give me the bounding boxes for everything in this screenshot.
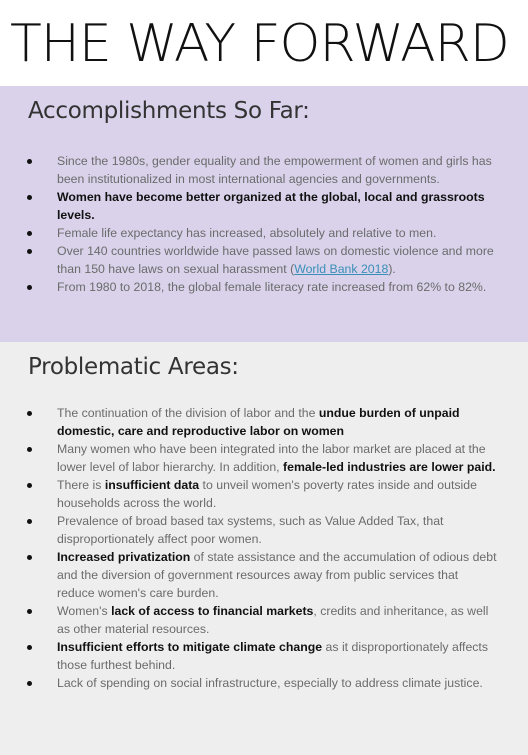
item-text: Lack of spending on social infrastructure, especially to address climate justice. bbox=[57, 676, 483, 690]
list-item bbox=[0, 638, 528, 674]
item-text: Over 140 countries worldwide have passed laws on domestic violence and more than 150 have laws on sexual harassment ( bbox=[57, 244, 494, 276]
bullet-icon bbox=[27, 249, 32, 254]
accomplishments-section bbox=[0, 86, 528, 342]
item-text: Since the 1980s, gender equality and the empowerment of women and girls has been institutionalized in most international agencies and governments. bbox=[57, 154, 492, 186]
bullet-icon bbox=[27, 483, 32, 488]
problematic-heading: Problematic Areas: bbox=[28, 354, 239, 380]
item-bold-text: Insufficient efforts to mitigate climate change bbox=[57, 640, 323, 654]
item-text: of state assistance and the accumulation of odious debt and the diversion of government resources away from public services that reduce women's care burden. bbox=[57, 550, 497, 600]
list-item bbox=[0, 440, 528, 476]
list-item bbox=[0, 602, 528, 638]
bullet-icon bbox=[27, 231, 32, 236]
list-item bbox=[0, 674, 528, 692]
list-item bbox=[0, 404, 528, 440]
item-text: to unveil women's poverty rates inside and outside households across the world. bbox=[57, 478, 477, 510]
bullet-icon bbox=[27, 609, 32, 614]
item-bold-text: lack of access to financial markets bbox=[111, 604, 314, 618]
accomplishments-heading: Accomplishments So Far: bbox=[28, 98, 310, 124]
list-item bbox=[0, 278, 528, 296]
accomplishments-list bbox=[0, 152, 528, 296]
item-bold-text: Increased privatization bbox=[57, 550, 191, 564]
bullet-icon bbox=[27, 195, 32, 200]
bullet-icon bbox=[27, 681, 32, 686]
list-item bbox=[0, 224, 528, 242]
item-text: Many women who have been integrated into the labor market are placed at the lower level of labor hierarchy. In addition, bbox=[57, 442, 486, 474]
page-title: THE WAY FORWARD bbox=[10, 14, 509, 74]
item-bold-text: insufficient data bbox=[104, 478, 200, 492]
list-item bbox=[0, 512, 528, 548]
item-bold-text: female-led industries are lower paid. bbox=[283, 460, 496, 474]
list-item bbox=[0, 242, 528, 278]
item-text: Women's bbox=[57, 604, 112, 618]
header bbox=[0, 0, 528, 86]
list-item bbox=[0, 548, 528, 602]
list-item bbox=[0, 188, 528, 224]
item-text: The continuation of the division of labor and the bbox=[57, 406, 319, 420]
bullet-icon bbox=[27, 519, 32, 524]
bullet-icon bbox=[27, 411, 32, 416]
item-text: Female life expectancy has increased, absolutely and relative to men. bbox=[57, 226, 437, 240]
item-text: Prevalence of broad based tax systems, such as Value Added Tax, that disproportionately affect poor women. bbox=[57, 514, 444, 546]
item-text: , credits and inheritance, as well as other material resources. bbox=[57, 604, 489, 636]
item-bold-text: undue burden of unpaid domestic, care and reproductive labor on women bbox=[57, 406, 460, 438]
item-text: as it disproportionately affects those furthest behind. bbox=[57, 640, 488, 672]
item-text: ). bbox=[388, 262, 396, 276]
item-text: There is bbox=[57, 478, 105, 492]
problematic-list bbox=[0, 404, 528, 692]
item-text: From 1980 to 2018, the global female literacy rate increased from 62% to 82%. bbox=[57, 280, 487, 294]
item-bold-text: Women have become better organized at the global, local and grassroots levels. bbox=[57, 190, 485, 222]
bullet-icon bbox=[27, 555, 32, 560]
bullet-icon bbox=[27, 447, 32, 452]
problematic-areas-section bbox=[0, 342, 528, 755]
world-bank-link[interactable]: World Bank 2018 bbox=[294, 262, 389, 276]
list-item bbox=[0, 476, 528, 512]
bullet-icon bbox=[27, 645, 32, 650]
bullet-icon bbox=[27, 285, 32, 290]
list-item bbox=[0, 152, 528, 188]
bullet-icon bbox=[27, 159, 32, 164]
